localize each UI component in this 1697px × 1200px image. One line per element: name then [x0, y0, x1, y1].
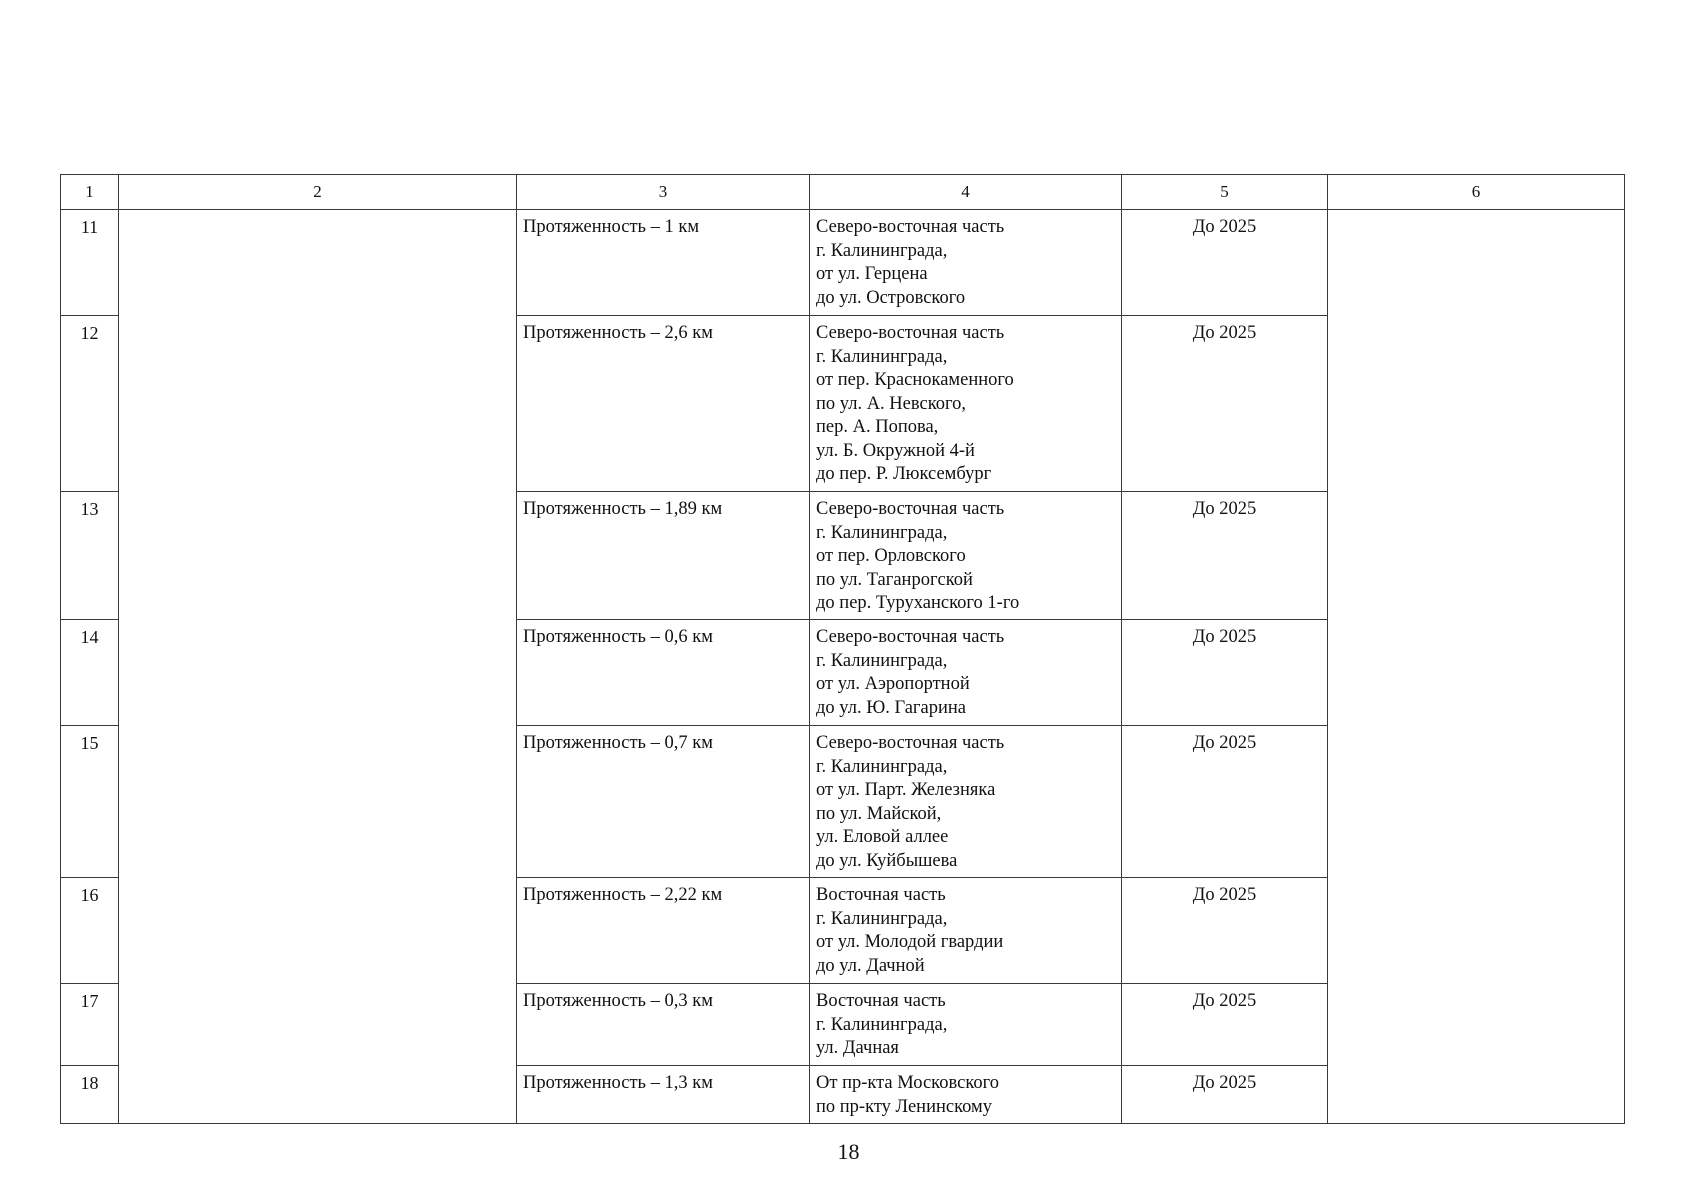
location-line: г. Калининграда,: [816, 756, 948, 777]
column-header-2: 2: [119, 175, 517, 210]
location-line: г. Калининграда,: [816, 908, 948, 929]
deadline-cell: До 2025: [1122, 984, 1328, 1066]
location-cell: [810, 726, 1122, 878]
row-number: 17: [61, 984, 119, 1066]
row-number: 11: [61, 210, 119, 316]
location-line: по пр-кту Ленинскому: [816, 1096, 992, 1117]
deadline-cell: До 2025: [1122, 878, 1328, 984]
location-line: до ул. Ю. Гагарина: [816, 697, 966, 718]
location-line: Восточная часть: [816, 885, 946, 905]
location-line: от ул. Молодой гвардии: [816, 932, 1004, 952]
table-row: [61, 210, 1625, 316]
location-line: от пер. Орловского: [816, 546, 966, 566]
location-line: до ул. Куйбышева: [816, 850, 958, 871]
column-header-3: 3: [517, 175, 810, 210]
deadline-cell: До 2025: [1122, 1066, 1328, 1124]
location-line: Северо-восточная часть: [816, 499, 1005, 519]
location-line: Северо-восточная часть: [816, 323, 1005, 343]
length-cell: Протяженность – 2,22 км: [517, 878, 810, 984]
length-cell: Протяженность – 0,6 км: [517, 620, 810, 726]
location-line: до пер. Туруханского 1-го: [816, 593, 1020, 613]
deadline-cell: До 2025: [1122, 316, 1328, 492]
location-line: Северо-восточная часть: [816, 627, 1005, 647]
location-line: ул. Б. Окружной 4-й: [816, 440, 975, 461]
location-cell: [810, 210, 1122, 316]
deadline-cell: До 2025: [1122, 620, 1328, 726]
column-header-5: 5: [1122, 175, 1328, 210]
length-cell: Протяженность – 0,3 км: [517, 984, 810, 1066]
location-line: г. Калининграда,: [816, 650, 948, 671]
location-line: Северо-восточная часть: [816, 733, 1005, 753]
location-cell: [810, 620, 1122, 726]
column-header-1: 1: [61, 175, 119, 210]
location-line: г. Калининграда,: [816, 522, 948, 543]
location-line: от ул. Герцена: [816, 264, 928, 284]
location-line: г. Калининграда,: [816, 1014, 948, 1035]
deadline-cell: До 2025: [1122, 726, 1328, 878]
row-number: 13: [61, 492, 119, 620]
location-line: от ул. Аэропортной: [816, 674, 970, 694]
length-cell: Протяженность – 1,89 км: [517, 492, 810, 620]
location-line: пер. А. Попова,: [816, 417, 939, 437]
page-number: 18: [837, 1139, 860, 1164]
location-line: Восточная часть: [816, 991, 946, 1011]
location-line: по ул. Таганрогской: [816, 569, 973, 590]
table-header-row: [61, 175, 1625, 210]
merged-column-2-cell: [119, 210, 517, 1124]
location-line: до пер. Р. Люксембург: [816, 464, 992, 484]
location-line: от пер. Краснокаменного: [816, 370, 1014, 390]
row-number: 18: [61, 1066, 119, 1124]
location-cell: [810, 1066, 1122, 1124]
merged-column-6-cell: [1328, 210, 1625, 1124]
deadline-cell: До 2025: [1122, 492, 1328, 620]
location-line: ул. Дачная: [816, 1038, 899, 1058]
row-number: 12: [61, 316, 119, 492]
row-number: 15: [61, 726, 119, 878]
location-cell: [810, 492, 1122, 620]
column-header-4: 4: [810, 175, 1122, 210]
location-line: От пр-кта Московского: [816, 1073, 999, 1093]
location-line: по ул. Майской,: [816, 803, 942, 824]
location-line: ул. Еловой аллее: [816, 827, 949, 847]
location-line: г. Калининграда,: [816, 346, 948, 367]
length-cell: Протяженность – 1,3 км: [517, 1066, 810, 1124]
location-cell: [810, 984, 1122, 1066]
length-cell: Протяженность – 2,6 км: [517, 316, 810, 492]
location-line: Северо-восточная часть: [816, 217, 1005, 237]
column-header-6: 6: [1328, 175, 1625, 210]
location-line: до ул. Дачной: [816, 955, 925, 976]
deadline-cell: До 2025: [1122, 210, 1328, 316]
document-table: [60, 174, 1625, 1124]
length-cell: Протяженность – 1 км: [517, 210, 810, 316]
location-cell: [810, 878, 1122, 984]
row-number: 14: [61, 620, 119, 726]
location-cell: [810, 316, 1122, 492]
length-cell: Протяженность – 0,7 км: [517, 726, 810, 878]
location-line: по ул. А. Невского,: [816, 393, 967, 414]
location-line: до ул. Островского: [816, 287, 966, 308]
row-number: 16: [61, 878, 119, 984]
location-line: г. Калининграда,: [816, 240, 948, 261]
location-line: от ул. Парт. Железняка: [816, 780, 996, 800]
